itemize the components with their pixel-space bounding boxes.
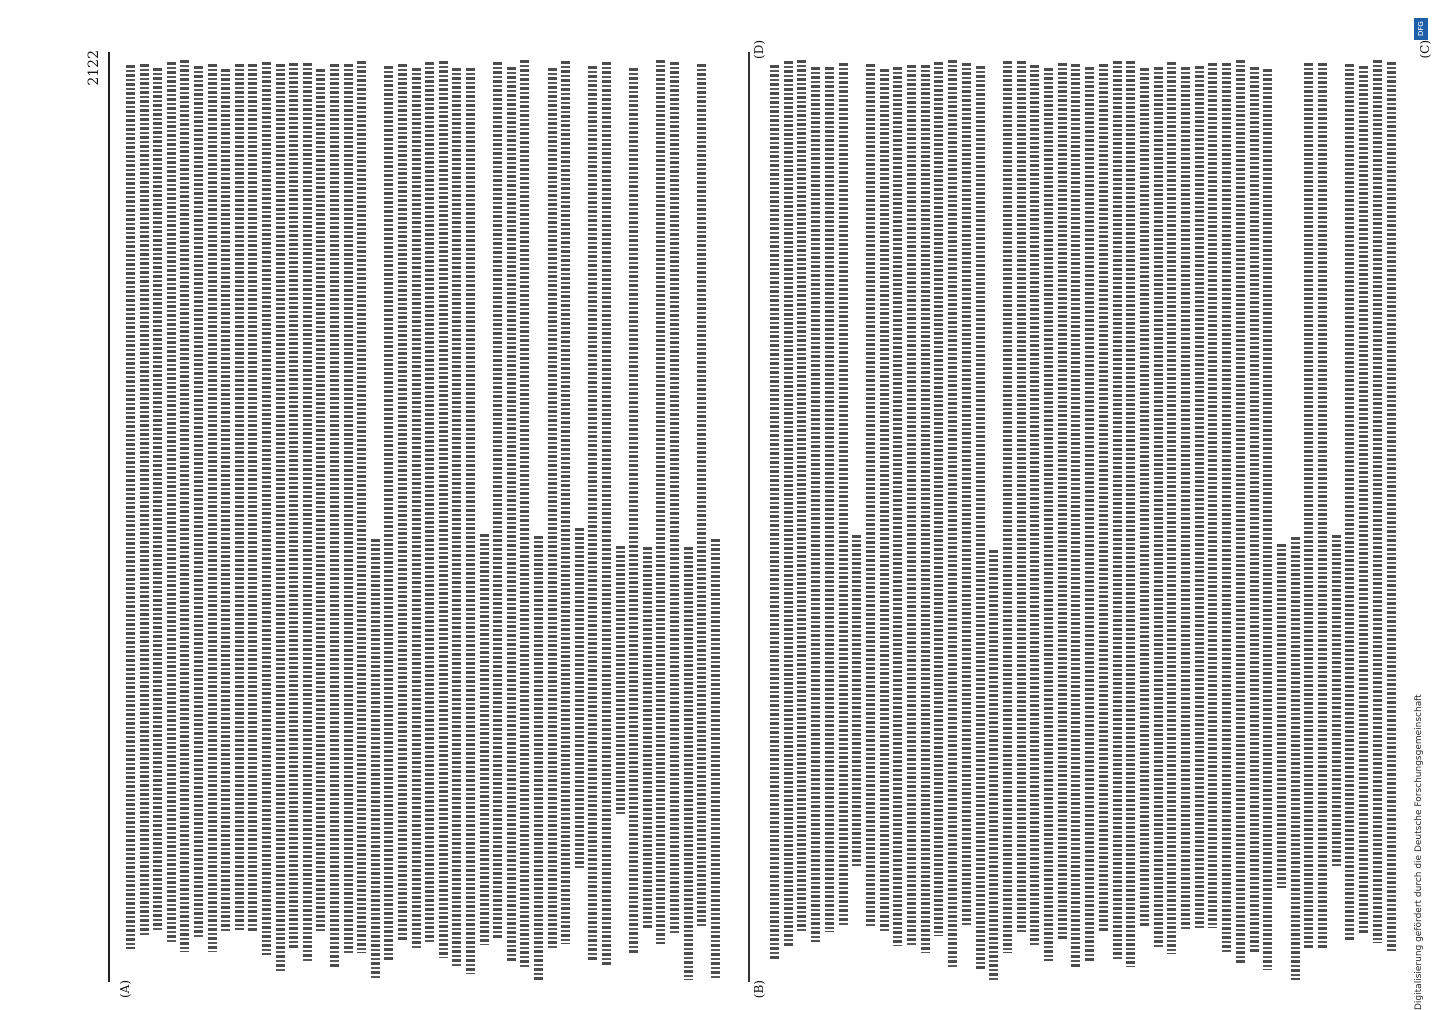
text-line <box>1113 61 1122 960</box>
text-line <box>289 63 298 950</box>
margin-mark-d: (D) <box>752 40 766 59</box>
text-line <box>880 69 889 933</box>
text-line <box>1373 60 1382 943</box>
text-line <box>1167 62 1176 954</box>
text-line <box>1250 67 1259 953</box>
text-line <box>1277 544 1286 888</box>
text-line <box>1263 69 1272 970</box>
text-line <box>208 64 217 952</box>
text-line <box>893 67 902 946</box>
margin-mark-b: (B) <box>752 980 766 999</box>
text-line <box>852 535 861 866</box>
text-line <box>1058 63 1067 940</box>
text-line <box>1140 68 1149 928</box>
text-line <box>357 61 366 953</box>
text-line <box>1085 67 1094 961</box>
text-line <box>770 65 779 961</box>
text-line <box>221 69 230 931</box>
text-line <box>656 60 665 944</box>
text-line <box>412 68 421 949</box>
text-line <box>976 66 985 971</box>
margin-mark-c: (C) <box>1418 40 1432 59</box>
text-line <box>384 66 393 960</box>
text-line <box>839 63 848 926</box>
text-line <box>575 528 584 869</box>
text-line <box>1387 62 1396 953</box>
text-line <box>140 64 149 936</box>
text-line <box>330 64 339 968</box>
text-line <box>629 68 638 954</box>
text-line <box>1208 63 1217 928</box>
text-line <box>1099 64 1108 933</box>
text-line <box>962 63 971 925</box>
text-line <box>1154 67 1163 949</box>
text-line <box>180 60 189 952</box>
text-line <box>1126 61 1135 967</box>
text-line <box>480 534 489 945</box>
text-line <box>825 67 834 932</box>
dfg-logo: DFG <box>1414 18 1428 40</box>
text-line <box>1003 61 1012 953</box>
text-line <box>1071 64 1080 967</box>
text-line <box>602 62 611 965</box>
text-line <box>670 62 679 933</box>
text-line <box>548 68 557 950</box>
text-line <box>784 61 793 947</box>
text-line <box>425 62 434 943</box>
text-line <box>316 69 325 932</box>
text-line <box>303 63 312 961</box>
text-line <box>452 68 461 966</box>
text-line <box>126 65 135 949</box>
text-line <box>866 64 875 928</box>
text-line <box>493 62 502 939</box>
text-line <box>811 67 820 942</box>
text-line <box>344 64 353 954</box>
text-line <box>439 61 448 958</box>
text-line <box>507 67 516 961</box>
text-line <box>194 66 203 937</box>
text-column-right <box>770 60 1410 980</box>
margin-mark-a: (A) <box>118 980 132 999</box>
text-line <box>276 64 285 973</box>
text-line <box>1345 64 1354 941</box>
page-number: 2122 <box>86 50 102 86</box>
text-line <box>588 66 597 961</box>
text-line <box>153 68 162 931</box>
text-line <box>371 539 380 980</box>
text-line <box>934 62 943 936</box>
text-line <box>167 62 176 942</box>
text-line <box>684 547 693 980</box>
text-line <box>1291 537 1300 980</box>
text-line <box>948 60 957 968</box>
text-line <box>616 546 625 815</box>
column-divider <box>748 52 750 982</box>
text-line <box>1318 63 1327 950</box>
text-line <box>398 64 407 940</box>
text-line <box>262 62 271 955</box>
header-rule <box>108 52 110 982</box>
text-line <box>989 550 998 980</box>
text-line <box>1017 61 1026 932</box>
text-line <box>1044 68 1053 961</box>
text-line <box>1222 63 1231 952</box>
text-line <box>561 61 570 944</box>
text-column-left <box>126 60 736 980</box>
text-line <box>907 65 916 945</box>
text-line <box>921 65 930 953</box>
text-line <box>643 547 652 928</box>
digitization-note: Digitalisierung gefördert durch die Deutsche Forschungsgemeinschaft <box>1414 694 1424 1010</box>
text-line <box>1181 67 1190 929</box>
text-line <box>466 68 475 974</box>
text-line <box>711 539 720 980</box>
text-line <box>248 64 257 933</box>
text-line <box>1030 65 1039 947</box>
text-line <box>797 60 806 932</box>
text-line <box>1359 66 1368 935</box>
text-line <box>1195 66 1204 929</box>
text-line <box>1332 535 1341 867</box>
text-line <box>1304 63 1313 950</box>
text-line <box>235 64 244 930</box>
text-line <box>697 64 706 928</box>
text-line <box>534 536 543 980</box>
text-line <box>1236 60 1245 965</box>
text-line <box>520 60 529 967</box>
